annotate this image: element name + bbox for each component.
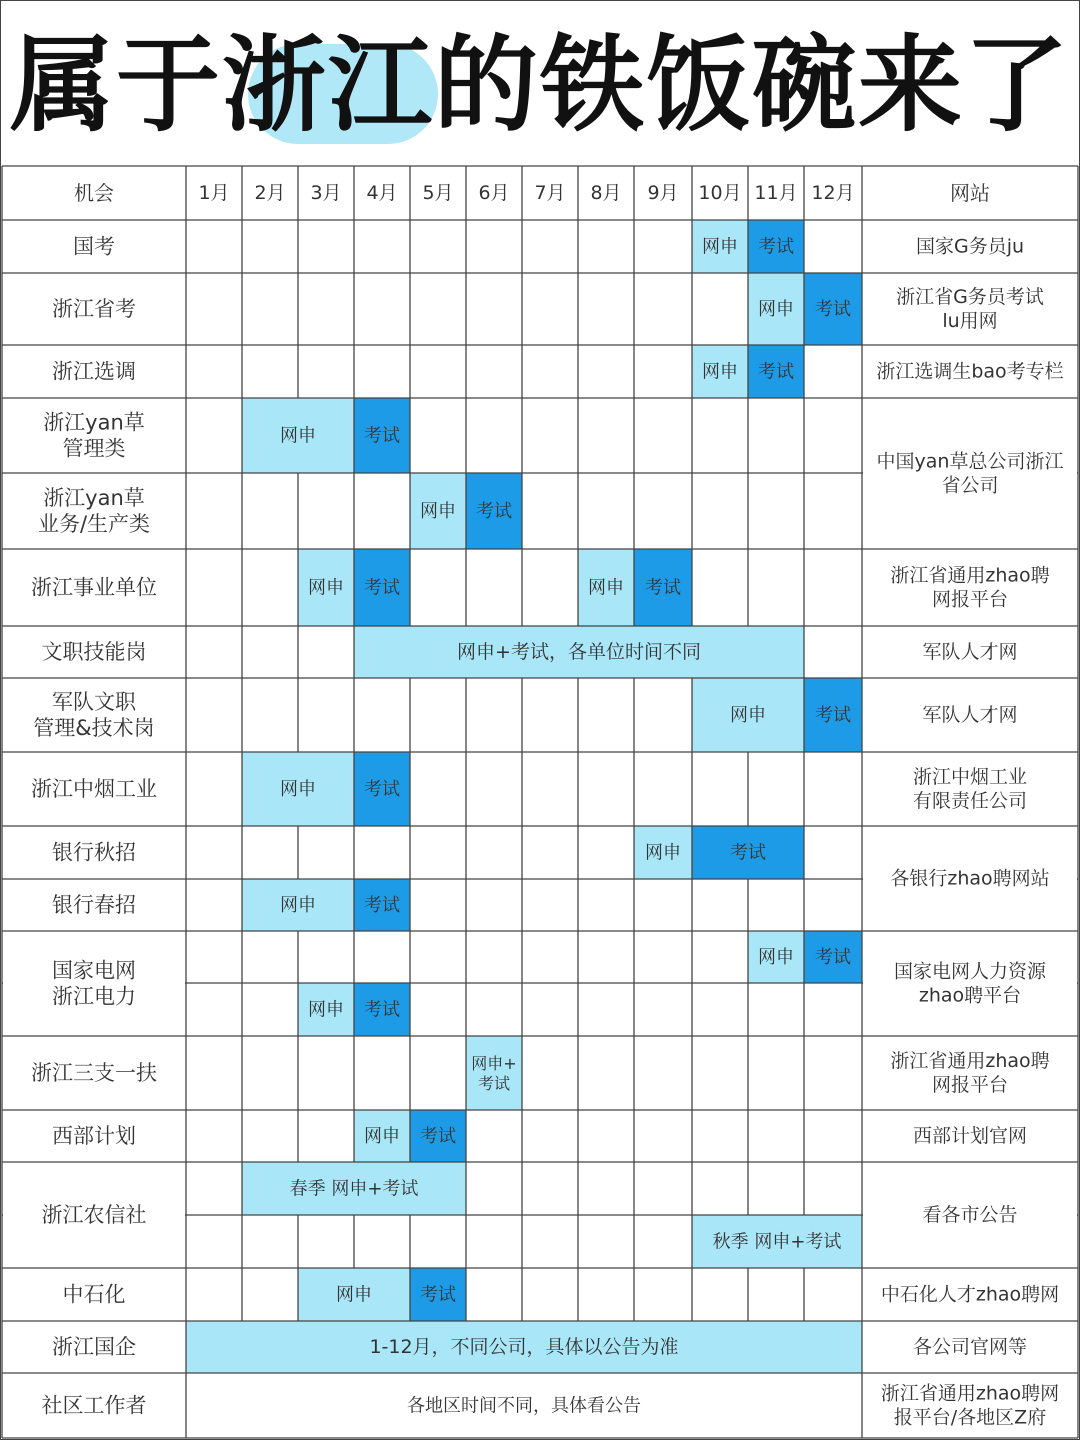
header-month: 1月 <box>198 182 230 204</box>
application-label: 网申 <box>364 1125 400 1147</box>
row-website: 中石化人才zhao聘网 <box>880 1283 1060 1306</box>
row-name: 社区工作者 <box>41 1393 147 1418</box>
application-label: 网申 <box>588 577 624 598</box>
row-name: 中石化 <box>62 1282 126 1307</box>
application-label: 春季 网申+考试 <box>289 1178 419 1199</box>
exam-label: 考试 <box>364 894 400 916</box>
row-name: 西部计划 <box>52 1124 136 1148</box>
page-title: 属于浙江的铁饭碗来了 <box>9 24 1070 146</box>
application-label: 网申+考试 <box>471 1053 517 1093</box>
application-label: 网申 <box>702 236 738 257</box>
row-website: 西部计划官网 <box>912 1125 1028 1147</box>
header-month: 4月 <box>366 182 398 204</box>
application-label: 网申 <box>280 894 316 916</box>
exam-label: 考试 <box>364 577 400 598</box>
exam-label: 考试 <box>476 500 512 522</box>
row-name: 浙江农信社 <box>41 1203 147 1227</box>
header-month: 11月 <box>754 182 798 204</box>
header-opportunity: 机会 <box>74 181 114 205</box>
exam-label: 考试 <box>730 842 766 863</box>
header-website: 网站 <box>950 181 990 205</box>
exam-label: 考试 <box>364 999 400 1020</box>
row-website: 浙江省通用zhao聘网报平台/各地区Z府 <box>880 1382 1060 1429</box>
exam-label: 考试 <box>420 1125 456 1147</box>
application-label: 网申 <box>645 842 681 863</box>
header-month: 6月 <box>478 182 510 204</box>
header-month: 12月 <box>811 182 855 204</box>
application-label: 网申 <box>730 704 766 726</box>
exam-label: 考试 <box>758 361 794 382</box>
exam-label: 考试 <box>364 425 400 446</box>
row-name: 国家电网浙江电力 <box>52 958 136 1009</box>
row-name: 银行春招 <box>52 893 136 917</box>
row-name: 浙江省考 <box>52 297 136 321</box>
application-label: 网申 <box>702 361 738 382</box>
exam-label: 考试 <box>420 1284 456 1305</box>
row-website: 各银行zhao聘网站 <box>890 867 1050 890</box>
row-name: 浙江选调 <box>52 359 136 384</box>
row-name: 文职技能岗 <box>41 640 147 664</box>
application-label: 秋季 网申+考试 <box>712 1231 842 1252</box>
header-month: 7月 <box>534 182 566 204</box>
row-website: 国家电网人力资源 zhao聘平台 <box>893 960 1047 1007</box>
exam-label: 考试 <box>815 298 851 320</box>
application-label: 网申+考试，各单位时间不同 <box>457 641 701 663</box>
row-name: 国考 <box>73 234 115 259</box>
application-label: 网申 <box>280 778 316 800</box>
exam-label: 考试 <box>815 704 851 726</box>
header-month: 2月 <box>254 182 286 204</box>
application-label: 网申 <box>758 946 794 968</box>
row-website: 国家G务员ju <box>915 235 1025 258</box>
row-website: 军队人才网 <box>922 641 1018 663</box>
application-label: 网申 <box>420 500 456 522</box>
header-month: 3月 <box>310 182 342 204</box>
application-label: 网申 <box>336 1284 372 1305</box>
merged-note: 各地区时间不同，具体看公告 <box>407 1395 641 1416</box>
row-name: 浙江三支一扶 <box>31 1061 157 1085</box>
header-month: 9月 <box>647 182 679 204</box>
row-website: 浙江选调生bao考专栏 <box>876 360 1064 383</box>
row-name: 浙江中烟工业 <box>31 777 157 801</box>
row-name: 浙江yan草管理类 <box>43 410 145 461</box>
exam-label: 考试 <box>815 946 851 968</box>
exam-label: 考试 <box>758 236 794 257</box>
row-name: 浙江yan草业务/生产类 <box>37 485 151 537</box>
exam-label: 考试 <box>364 778 400 800</box>
application-label: 1-12月，不同公司，具体以公告为准 <box>369 1336 679 1358</box>
row-website: 中国yan草总公司浙江省公司 <box>876 450 1064 497</box>
row-website: 浙江省通用zhao聘网报平台 <box>890 1050 1050 1096</box>
application-label: 网申 <box>308 577 344 598</box>
application-label: 网申 <box>758 298 794 320</box>
row-name: 浙江事业单位 <box>31 575 157 600</box>
application-label: 网申 <box>308 999 344 1020</box>
row-website: 军队人才网 <box>922 704 1018 726</box>
row-name: 浙江国企 <box>52 1335 136 1359</box>
row-website: 看各市公告 <box>922 1204 1018 1226</box>
row-website: 浙江省G务员考试 lu用网 <box>896 286 1044 332</box>
row-website: 浙江中烟工业有限责任公司 <box>912 766 1028 812</box>
exam-label: 考试 <box>645 577 681 598</box>
row-name: 银行秋招 <box>52 840 136 865</box>
header-month: 10月 <box>698 182 742 204</box>
application-label: 网申 <box>280 425 316 446</box>
header-month: 5月 <box>422 182 454 204</box>
row-name: 军队文职管理&技术岗 <box>33 689 155 741</box>
header-month: 8月 <box>590 182 622 204</box>
row-website: 各公司官网等 <box>912 1336 1028 1358</box>
row-website: 浙江省通用zhao聘网报平台 <box>890 564 1050 611</box>
